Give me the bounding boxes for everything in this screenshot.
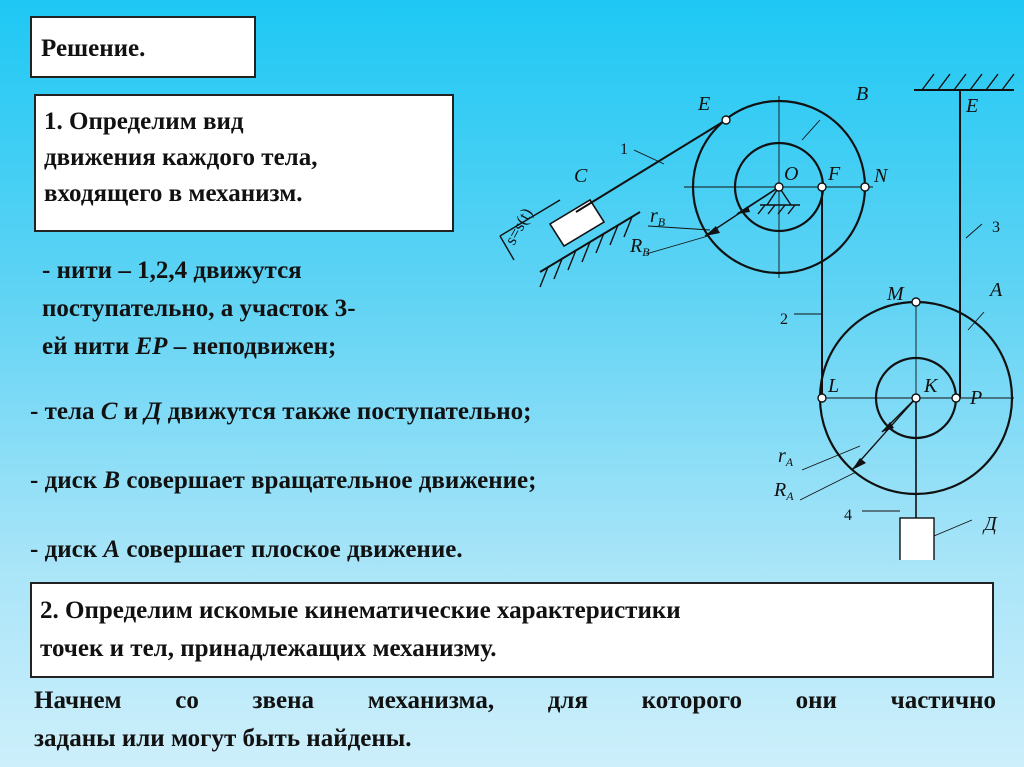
bullet-threads-line-2: поступательно, а участок 3- bbox=[42, 295, 356, 322]
mechanism-diagram bbox=[480, 60, 1024, 560]
bullet-threads-line-3-post: – неподвижен; bbox=[167, 333, 337, 360]
body-d bbox=[900, 518, 934, 560]
bullet-disk-a-letter: А bbox=[103, 536, 121, 563]
label-big-rb bbox=[629, 235, 650, 259]
thread-label-4: 4 bbox=[844, 507, 852, 524]
bullet-bodies-c: С bbox=[100, 398, 118, 425]
bullet-bodies-d: Д bbox=[144, 398, 162, 425]
closing-paragraph-line-1: Начнем со звена механизма, для которого они частично bbox=[34, 687, 996, 714]
bullet-bodies bbox=[30, 398, 532, 426]
label-rb bbox=[650, 205, 666, 229]
label-s: s=s(t) bbox=[500, 204, 537, 248]
bullet-disk-b-pre: - диск bbox=[30, 467, 104, 494]
bullet-disk-b-post: совершает вращательное движение; bbox=[120, 467, 537, 494]
thread-label-1: 1 bbox=[620, 141, 628, 158]
label-e1: E bbox=[698, 93, 711, 115]
point-f bbox=[818, 183, 826, 191]
label-big-ra-sub: A bbox=[786, 489, 794, 503]
point-p bbox=[952, 394, 960, 402]
label-ra-main: r bbox=[778, 445, 786, 467]
radius-ra-arrow bbox=[852, 398, 916, 470]
thread-1 bbox=[576, 120, 726, 212]
thread-label-3: 3 bbox=[992, 219, 1000, 236]
label-a: A bbox=[990, 279, 1003, 301]
label-rb-sub: B bbox=[657, 215, 666, 229]
label-p: P bbox=[970, 387, 983, 409]
bullet-threads bbox=[42, 252, 482, 366]
label-b: B bbox=[856, 83, 869, 105]
point-l bbox=[818, 394, 826, 402]
label-d: Д bbox=[984, 513, 997, 535]
bullet-disk-b bbox=[30, 467, 536, 495]
label-big-ra-main: R bbox=[774, 479, 787, 501]
closing-paragraph-line-2: заданы или могут быть найдены. bbox=[34, 725, 412, 752]
label-e2: E bbox=[966, 95, 979, 117]
label-big-rb-main: R bbox=[630, 235, 643, 257]
point-k bbox=[912, 394, 920, 402]
bullet-threads-segment-ep: ЕР bbox=[135, 333, 168, 360]
bullet-bodies-mid: и bbox=[117, 398, 145, 425]
title-box bbox=[30, 16, 256, 78]
label-m: M bbox=[887, 283, 904, 305]
bullet-disk-b-letter: В bbox=[103, 467, 121, 494]
label-k: K bbox=[924, 375, 938, 397]
point-o bbox=[775, 183, 783, 191]
ceiling-hatch bbox=[922, 74, 1014, 90]
bullet-disk-a bbox=[30, 536, 463, 564]
bullet-bodies-post: движутся также поступательно; bbox=[161, 398, 532, 425]
closing-paragraph bbox=[34, 682, 996, 758]
step2-box bbox=[30, 582, 994, 678]
step1-line-2: движения каждого тела, bbox=[44, 144, 318, 171]
point-m bbox=[912, 298, 920, 306]
label-ra-sub: A bbox=[785, 455, 794, 469]
label-l: L bbox=[828, 375, 840, 397]
bullet-threads-line-3 bbox=[42, 328, 482, 366]
point-e-disk-b bbox=[722, 116, 730, 124]
bullet-bodies-pre: - тела bbox=[30, 398, 101, 425]
label-f: F bbox=[828, 163, 841, 185]
bullet-threads-line-3-pre: ей нити bbox=[42, 333, 136, 360]
bullet-threads-line-1: - нити – 1,2,4 движутся bbox=[42, 257, 302, 284]
label-o: O bbox=[784, 163, 799, 185]
ra-arrowhead bbox=[852, 458, 866, 470]
step2-line-2: точек и тел, принадлежащих механизму. bbox=[40, 635, 497, 662]
step1-line-1: 1. Определим вид bbox=[44, 108, 244, 135]
title-text: Решение. bbox=[41, 35, 146, 62]
label-c: C bbox=[574, 165, 588, 187]
step1-line-3: входящего в механизм. bbox=[44, 180, 303, 207]
label-big-rb-sub: B bbox=[642, 245, 650, 259]
point-n bbox=[861, 183, 869, 191]
bullet-disk-a-post: совершает плоское движение. bbox=[120, 536, 463, 563]
label-ra bbox=[778, 445, 794, 469]
label-big-ra bbox=[773, 479, 794, 503]
label-n: N bbox=[874, 165, 888, 187]
thread-label-2: 2 bbox=[780, 311, 788, 328]
label-rb-main: r bbox=[650, 205, 658, 227]
step1-box bbox=[34, 94, 454, 232]
step2-line-1: 2. Определим искомые кинематические характеристики bbox=[40, 597, 681, 624]
bullet-disk-a-pre: - диск bbox=[30, 536, 104, 563]
